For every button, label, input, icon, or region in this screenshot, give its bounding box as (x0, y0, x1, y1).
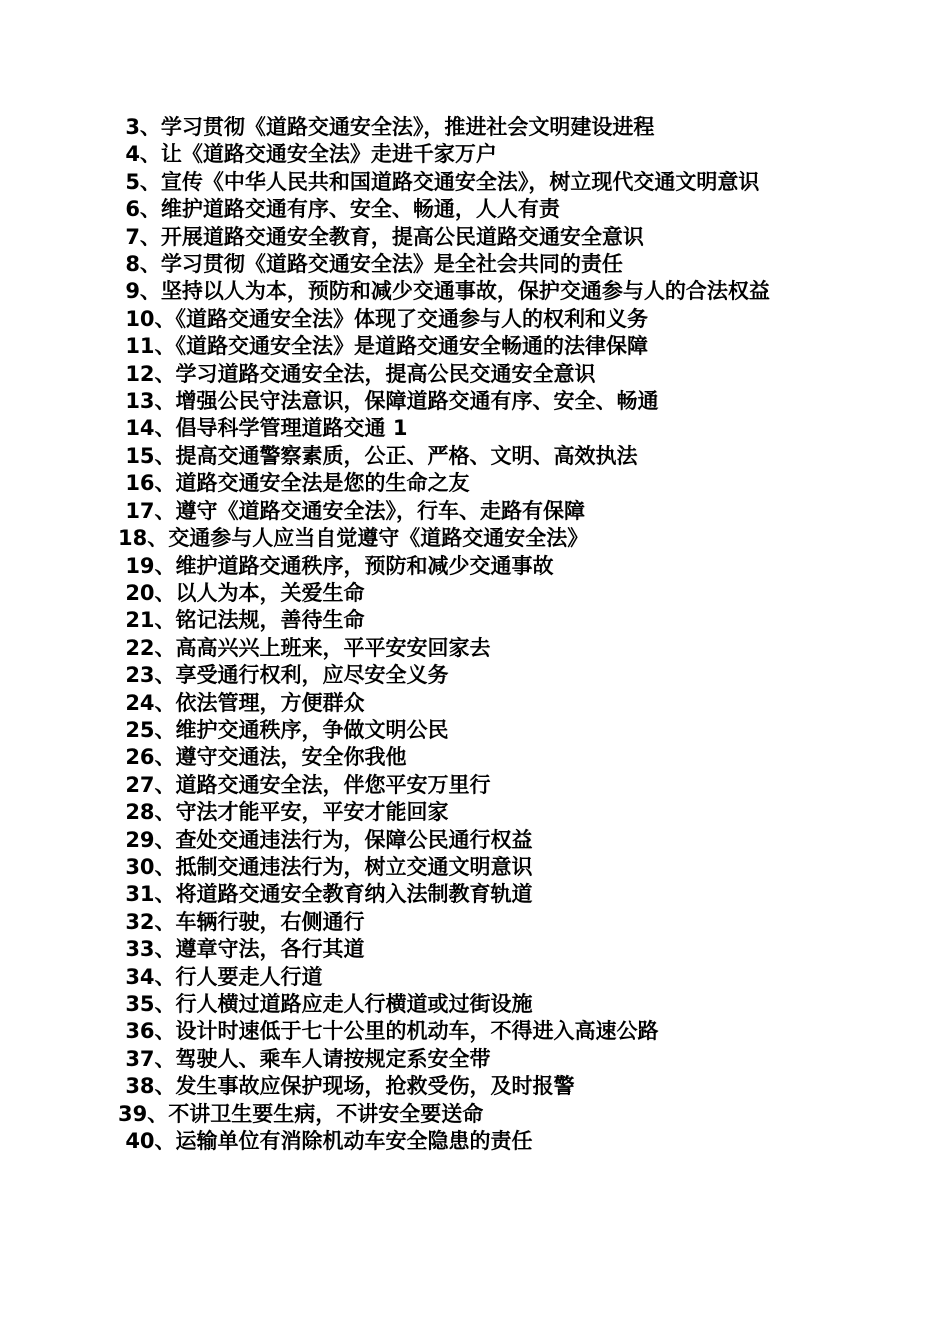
list-item: 20、以人为本，关爱生命 (118, 580, 365, 605)
list-item: 35、行人横过道路应走人行横道或过街设施 (118, 992, 533, 1016)
list-item: 19、维护道路交通秩序，预防和减少交通事故 (118, 553, 554, 578)
list-item: 39、不讲卫生要生病，不讲安全要送命 (118, 1101, 484, 1126)
list-item: 11、《道路交通安全法》是道路交通安全畅通的法律保障 (118, 334, 649, 359)
list-item: 17、遵守《道路交通安全法》，行车、走路有保障 (118, 498, 586, 523)
list-item: 33、遵章守法，各行其道 (118, 937, 365, 962)
list-item: 34、行人要走人行道 (118, 964, 323, 989)
list-item: 26、遵守交通法，安全你我他 (118, 745, 407, 770)
list-item: 3、学习贯彻《道路交通安全法》，推进社会文明建设进程 (118, 115, 655, 139)
list-item: 31、将道路交通安全教育纳入法制教育轨道 (118, 882, 533, 907)
list-item: 8、学习贯彻《道路交通安全法》是全社会共同的责任 (118, 252, 623, 277)
list-item: 4、让《道路交通安全法》走进千家万户 (118, 142, 497, 167)
list-item: 10、《道路交通安全法》体现了交通参与人的权利和义务 (118, 306, 649, 331)
list-item: 13、增强公民守法意识，保障道路交通有序、安全、畅通 (118, 389, 659, 414)
list-item: 24、依法管理，方便群众 (118, 690, 365, 715)
list-item: 6、维护道路交通有序、安全、畅通，人人有责 (118, 197, 560, 222)
list-item: 15、提高交通警察素质，公正、严格、文明、高效执法 (118, 443, 638, 468)
list-item: 14、倡导科学管理道路交通 1 (118, 416, 408, 441)
list-item: 25、维护交通秩序，争做文明公民 (118, 717, 449, 742)
list-item: 22、高高兴兴上班来，平平安安回家去 (118, 635, 491, 660)
list-item: 38、发生事故应保护现场，抢救受伤，及时报警 (118, 1074, 575, 1099)
list-item: 12、学习道路交通安全法，提高公民交通安全意识 (118, 361, 596, 386)
list-item: 37、驾驶人、乘车人请按规定系安全带 (118, 1046, 491, 1071)
list-item: 16、道路交通安全法是您的生命之友 (118, 471, 470, 496)
list-item: 30、抵制交通违法行为，树立交通文明意识 (118, 854, 533, 879)
list-item: 7、开展道路交通安全教育，提高公民道路交通安全意识 (118, 224, 644, 249)
list-item: 29、查处交通违法行为，保障公民通行权益 (118, 827, 533, 852)
list-item: 36、设计时速低于七十公里的机动车，不得进入高速公路 (118, 1019, 659, 1044)
list-item: 21、铭记法规，善待生命 (118, 608, 365, 633)
slogan-list (118, 114, 838, 1155)
list-item: 27、道路交通安全法，伴您平安万里行 (118, 772, 491, 797)
list-item: 40、运输单位有消除机动车安全隐患的责任 (118, 1129, 533, 1154)
list-item: 23、享受通行权利，应尽安全义务 (118, 663, 449, 688)
list-item: 28、守法才能平安，平安才能回家 (118, 800, 449, 825)
list-item: 9、坚持以人为本，预防和减少交通事故，保护交通参与人的合法权益 (118, 279, 770, 304)
list-item: 18、交通参与人应当自觉遵守《道路交通安全法》 (118, 526, 589, 551)
list-item: 5、宣传《中华人民共和国道路交通安全法》，树立现代交通文明意识 (118, 169, 760, 194)
list-item: 32、车辆行驶，右侧通行 (118, 909, 365, 934)
